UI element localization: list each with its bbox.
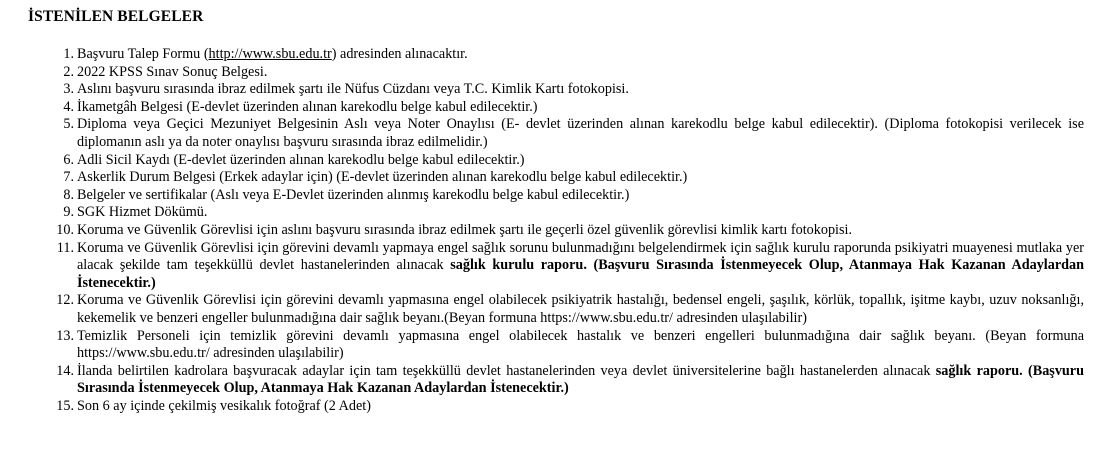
list-item bbox=[28, 398, 1084, 416]
list-item bbox=[28, 81, 1084, 99]
list-item bbox=[28, 46, 1084, 64]
sbu-website-link[interactable]: http://www.sbu.edu.tr bbox=[208, 46, 332, 62]
list-item bbox=[28, 152, 1084, 170]
item-text: Diploma veya Geçici Mezuniyet Belgesinin Aslı veya Noter Onaylısı (E- devlet üzerinden alınan karekodlu belge kabul edilecektir). (Diploma fotokopisi verilecek ise diplomanın aslı ya da noter onaylısı başvuru sırasında ibraz edilmelidir.) bbox=[77, 116, 1084, 150]
item-bold-text: sağlık kurulu raporu. (Başvuru Sırasında İstenmeyecek Olup, Atanmaya Hak Kazanan Adaylardan İstenecektir.) bbox=[77, 257, 1084, 291]
list-item bbox=[28, 222, 1084, 240]
item-text: İlanda belirtilen kadrolara başvuracak adaylar için tam teşekküllü devlet hastanelerinden veya devlet üniversitelerine bağlı hastanelerden alınacak bbox=[77, 362, 936, 379]
item-number: 11. bbox=[56, 239, 74, 256]
list-item bbox=[28, 292, 1084, 327]
item-number: 7. bbox=[63, 169, 74, 186]
item-text: İkametgâh Belgesi (E-devlet üzerinden alınan karekodlu belge kabul edilecektir.) bbox=[77, 98, 538, 115]
item-text: Temizlik Personeli için temizlik görevini devamlı yapmasına engel olabilecek hastalık ve benzeri engelleri bulunmadığına dair sağlık beyanı. (Beyan formuna https://www.sbu.edu.tr/ adresinden ulaşılabilir) bbox=[77, 327, 1084, 362]
item-number: 3. bbox=[63, 81, 74, 98]
page-title: İSTENİLEN BELGELER bbox=[28, 8, 204, 25]
item-text: Başvuru Talep Formu ( bbox=[77, 46, 209, 62]
list-item bbox=[28, 328, 1084, 363]
item-number: 4. bbox=[63, 98, 74, 115]
item-text: Adli Sicil Kaydı (E-devlet üzerinden alınan karekodlu belge kabul edilecektir.) bbox=[77, 151, 525, 168]
item-number: 8. bbox=[63, 186, 74, 203]
item-text: Koruma ve Güvenlik Görevlisi için görevini devamlı yapmaya engel sağlık sorunu bulunmadığını belgelendirmek için sağlık kurulu raporunda psikiyatri muayenesi mutlaka yer alacak şekilde tam teşekküllü devlet hastanelerinden alınacak bbox=[77, 239, 1084, 274]
list-item bbox=[28, 240, 1084, 293]
item-number: 13. bbox=[56, 327, 74, 344]
item-number: 1. bbox=[63, 46, 74, 62]
item-text: Belgeler ve sertifikalar (Aslı veya E-Devlet üzerinden alınmış karekodlu belge kabul edilecektir.) bbox=[77, 186, 630, 203]
item-text: Koruma ve Güvenlik Görevlisi için görevini devamlı yapmasına engel olabilecek psikiyatrik hastalığı, bedensel engeli, şaşılık, körlük, topallık, işitme kaybı, uzuv noksanlığı, kekemelik ve benzeri engeller bulunmadığına dair sağlık beyanı.(Beyan formuna https://www.sbu.edu.tr/ adresinden ulaşılabilir) bbox=[77, 292, 1084, 326]
item-text: Koruma ve Güvenlik Görevlisi için aslını başvuru sırasında ibraz edilmek şartı ile geçerli özel güvenlik görevlisi kimlik kartı fotokopisi. bbox=[77, 221, 853, 238]
list-item bbox=[28, 204, 1084, 222]
list-item bbox=[28, 116, 1084, 151]
item-number: 15. bbox=[56, 397, 74, 414]
list-item bbox=[28, 64, 1084, 82]
item-text: Askerlik Durum Belgesi (Erkek adaylar için) (E-devlet üzerinden alınan karekodlu belge kabul edilecektir.) bbox=[77, 169, 688, 186]
item-number: 14. bbox=[56, 362, 74, 379]
required-documents-list bbox=[28, 46, 1084, 415]
list-item bbox=[28, 363, 1084, 398]
list-item bbox=[28, 99, 1084, 117]
item-number: 2. bbox=[63, 63, 74, 80]
item-bold-text: sağlık raporu. (Başvuru Sırasında İstenmeyecek Olup, Atanmaya Hak Kazanan Adaylardan İstenecektir.) bbox=[77, 362, 1084, 397]
item-text: Son 6 ay içinde çekilmiş vesikalık fotoğraf (2 Adet) bbox=[77, 397, 371, 414]
item-text: SGK Hizmet Dökümü. bbox=[77, 204, 208, 221]
item-number: 5. bbox=[63, 116, 74, 133]
item-number: 9. bbox=[63, 204, 74, 221]
item-text: Aslını başvuru sırasında ibraz edilmek şartı ile Nüfus Cüzdanı veya T.C. Kimlik Kartı fotokopisi. bbox=[77, 81, 629, 98]
item-text: ) adresinden alınacaktır. bbox=[331, 46, 468, 62]
item-number: 6. bbox=[63, 151, 74, 168]
list-item bbox=[28, 169, 1084, 187]
item-number: 12. bbox=[56, 292, 74, 309]
item-text: 2022 KPSS Sınav Sonuç Belgesi. bbox=[77, 63, 268, 80]
list-item bbox=[28, 187, 1084, 205]
item-number: 10. bbox=[56, 221, 74, 238]
